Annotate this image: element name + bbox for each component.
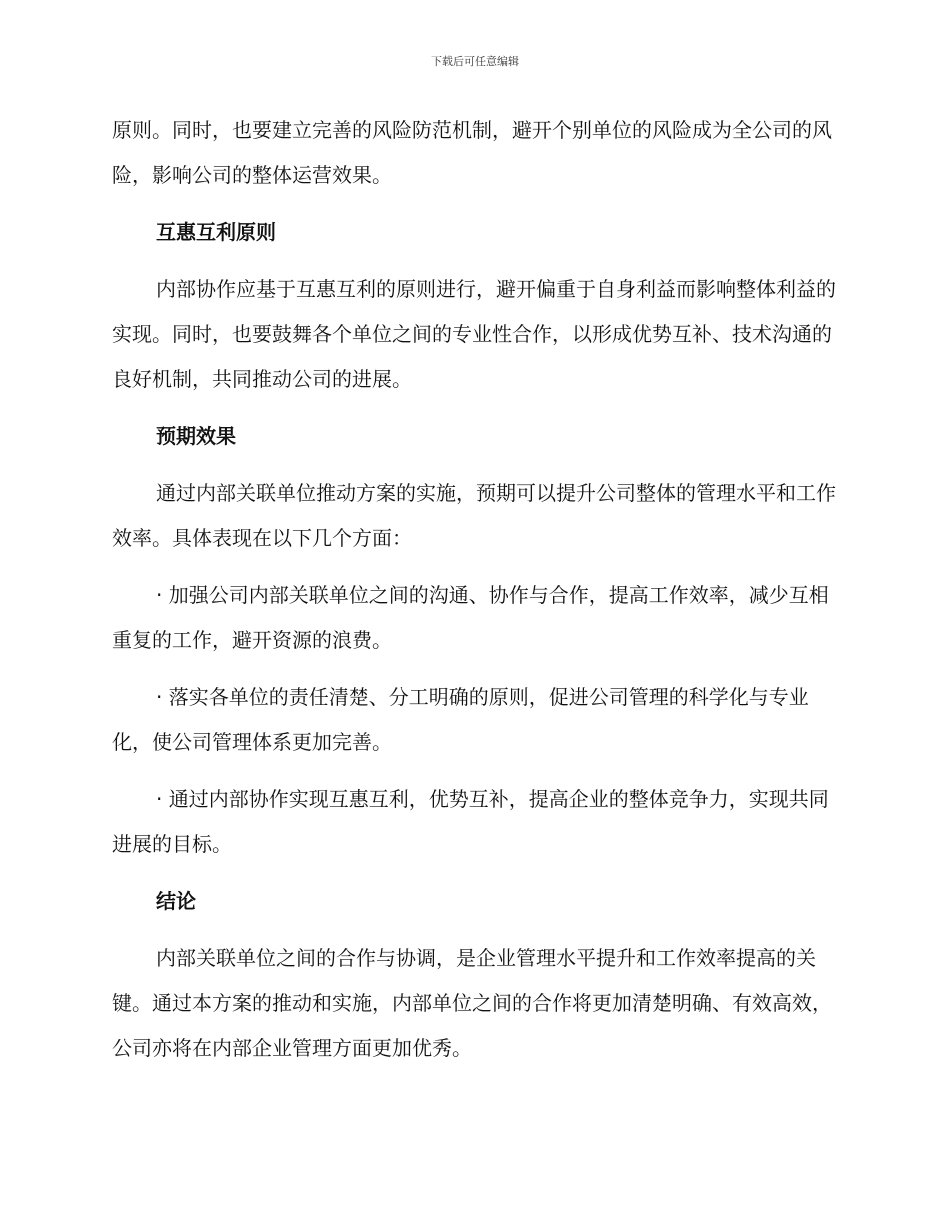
- section-paragraph-conclusion: 内部关联单位之间的合作与协调，是企业管理水平提升和工作效率提高的关键。通过本方案的推动和实施，内部单位之间的合作将更加清楚明确、有效高效，公司亦将在内部企业管理方面更加优秀。: [112, 946, 832, 1060]
- document-body: [112, 108, 838, 1071]
- section-heading-expected-effects: 预期效果: [156, 424, 236, 448]
- bullet-item: · 落实各单位的责任清楚、分工明确的原则，促进公司管理的科学化与专业化，使公司管理体系更加完善。: [112, 685, 809, 754]
- page-header: 下载后可任意编辑: [431, 55, 519, 68]
- section-paragraph-expected-effects: 通过内部关联单位推动方案的实施，预期可以提升公司整体的管理水平和工作效率。具体表现在以下几个方面：: [112, 481, 836, 550]
- bullet-item: · 通过内部协作实现互惠互利，优势互补，提高企业的整体竞争力，实现共同进展的目标。: [112, 787, 829, 856]
- section-heading-conclusion: 结论: [156, 889, 196, 913]
- intro-paragraph: 原则。同时，也要建立完善的风险防范机制，避开个别单位的风险成为全公司的风险，影响公司的整体运营效果。: [112, 118, 832, 187]
- bullet-item: · 加强公司内部关联单位之间的沟通、协作与合作，提高工作效率，减少互相重复的工作，避开资源的浪费。: [112, 583, 829, 652]
- section-heading-mutual-benefit: 互惠互利原则: [156, 220, 276, 244]
- section-paragraph-mutual-benefit: 内部协作应基于互惠互利的原则进行，避开偏重于自身利益而影响整体利益的实现。同时，也要鼓舞各个单位之间的专业性合作，以形成优势互补、技术沟通的良好机制，共同推动公司的进展。: [112, 277, 836, 391]
